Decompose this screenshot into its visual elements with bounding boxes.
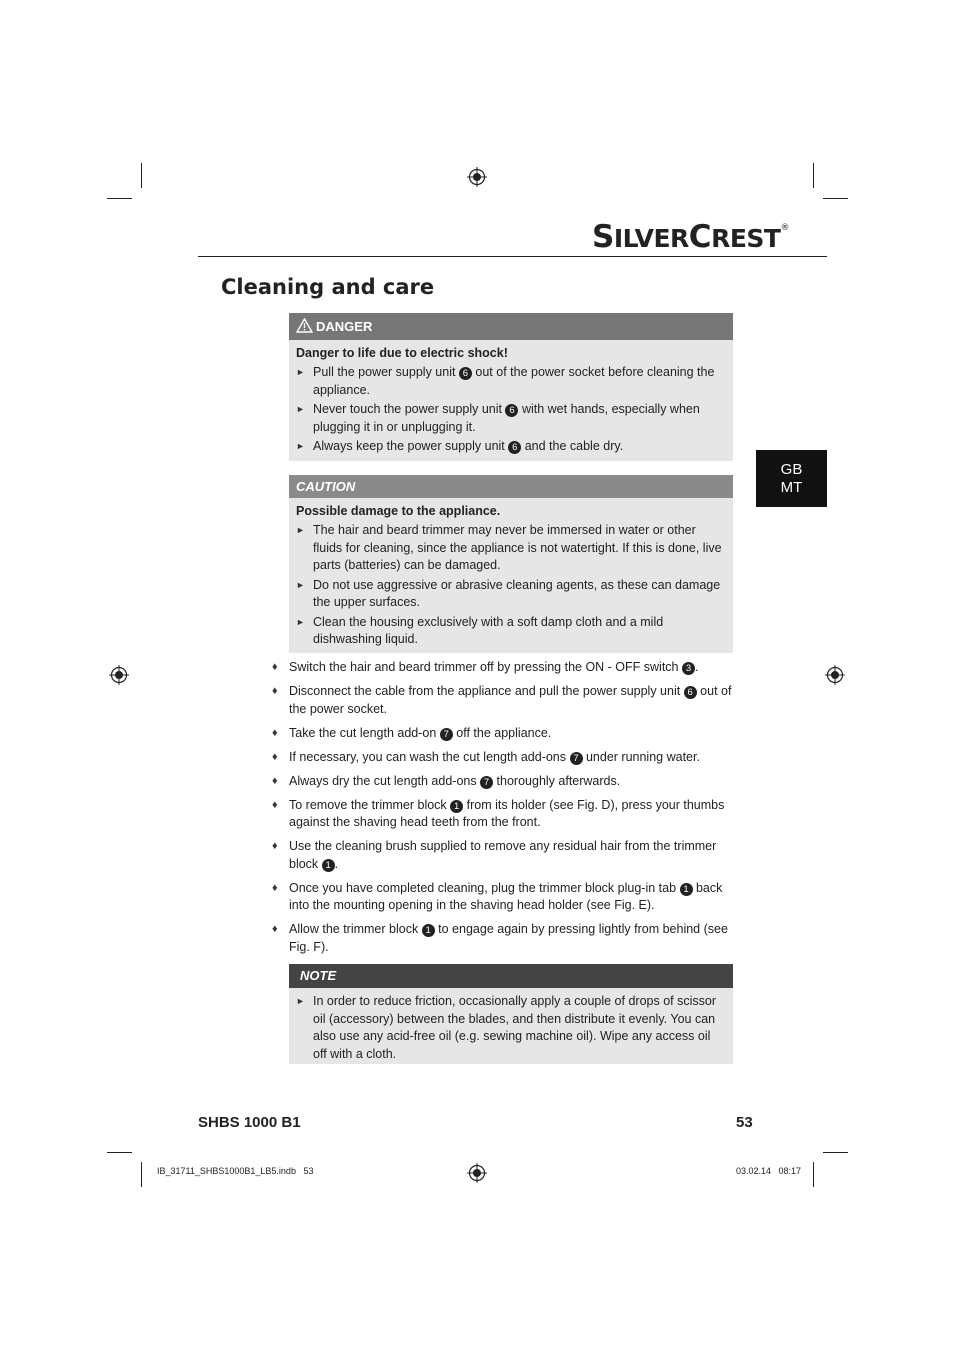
list-item: ► The hair and beard trimmer may never be immersed in water or other fluids for cleaning, since the appliance is not watertight. If this is done, live parts (batteries) can be damaged. <box>313 522 725 575</box>
list-item: ♦ If necessary, you can wash the cut length add-ons 7 under running water. <box>289 749 733 767</box>
list-item: ♦ To remove the trimmer block 1 from its holder (see Fig. D), press your thumbs against the shaving head teeth from the front. <box>289 797 733 832</box>
crop-mark <box>141 163 142 188</box>
list-item: ► Do not use aggressive or abrasive cleaning agents, as these can damage the upper surfaces. <box>313 577 725 612</box>
registration-mark-icon <box>467 1163 487 1183</box>
list-item: ♦ Disconnect the cable from the appliance and pull the power supply unit 6 out of the power socket. <box>289 683 733 718</box>
crop-mark <box>823 1152 848 1153</box>
list-item: ♦ Use the cleaning brush supplied to remove any residual hair from the trimmer block 1 . <box>289 838 733 873</box>
list-item: ♦ Take the cut length add-on 7 off the appliance. <box>289 725 733 743</box>
list-item: ► Always keep the power supply unit 6 and the cable dry. <box>313 438 725 456</box>
list-item: ♦ Once you have completed cleaning, plug the trimmer block plug-in tab 1 back into the mounting opening in the shaving head holder (see Fig. E). <box>289 880 733 915</box>
part-number: 1 <box>322 859 335 872</box>
crop-mark <box>107 198 132 199</box>
caution-box <box>289 475 733 653</box>
part-number: 1 <box>680 883 693 896</box>
registration-mark-icon <box>109 665 129 685</box>
note-list <box>289 988 733 1068</box>
list-item: ♦ Switch the hair and beard trimmer off by pressing the ON - OFF switch 3 . <box>289 659 733 677</box>
part-number: 1 <box>450 800 463 813</box>
part-number: 7 <box>480 776 493 789</box>
brand-letter: S <box>592 219 614 255</box>
part-number: 6 <box>459 367 472 380</box>
crop-mark <box>813 1162 814 1187</box>
part-number: 7 <box>570 752 583 765</box>
registration-mark-icon <box>467 167 487 187</box>
part-number: 7 <box>440 728 453 741</box>
caution-header: CAUTION <box>289 475 733 498</box>
danger-list <box>289 360 733 461</box>
page-number: 53 <box>736 1114 753 1131</box>
brand-logo <box>592 219 789 255</box>
language-code: MT <box>780 479 803 496</box>
part-number: 1 <box>422 924 435 937</box>
cleaning-steps <box>289 659 733 963</box>
danger-header <box>289 313 733 340</box>
part-number: 6 <box>505 404 518 417</box>
part-number: 6 <box>684 686 697 699</box>
language-tab <box>756 450 827 507</box>
warning-triangle-icon <box>296 318 313 333</box>
part-number: 3 <box>682 662 695 675</box>
crop-mark <box>141 1162 142 1187</box>
note-box <box>289 964 733 1064</box>
print-slug-file: IB_31711_SHBS1000B1_LB5.indb 53 <box>157 1166 314 1176</box>
brand-letters: REST <box>711 224 781 253</box>
caution-list <box>289 518 733 654</box>
danger-subtitle: Danger to life due to electric shock! <box>296 346 508 360</box>
crop-mark <box>823 198 848 199</box>
print-slug-date: 03.02.14 08:17 <box>736 1166 802 1176</box>
crop-mark <box>813 163 814 188</box>
footer-model: SHBS 1000 B1 <box>198 1114 301 1131</box>
danger-label: DANGER <box>316 319 373 334</box>
crop-mark <box>107 1152 132 1153</box>
list-item: ► Never touch the power supply unit 6 with wet hands, especially when plugging it in or unplugging it. <box>313 401 725 436</box>
brand-letter: C <box>688 219 712 255</box>
list-item: ♦ Always dry the cut length add-ons 7 thoroughly afterwards. <box>289 773 733 791</box>
header-rule <box>198 256 827 257</box>
list-item: ► In order to reduce friction, occasionally apply a couple of drops of scissor oil (accessory) between the blades, and then distribute it evenly. You can also use any acid-free oil (e.g. sewing machine oil). Wipe any access oil off with a cloth. <box>313 993 725 1063</box>
list-item: ► Pull the power supply unit 6 out of the power socket before cleaning the appliance. <box>313 364 725 399</box>
list-item: ♦ Allow the trimmer block 1 to engage again by pressing lightly from behind (see Fig. F). <box>289 921 733 956</box>
part-number: 6 <box>508 441 521 454</box>
page-title: Cleaning and care <box>221 275 435 299</box>
brand-letters: ILVER <box>613 224 689 253</box>
list-item: ► Clean the housing exclusively with a soft damp cloth and a mild dishwashing liquid. <box>313 614 725 649</box>
language-code: GB <box>780 461 803 478</box>
caution-subtitle: Possible damage to the appliance. <box>296 504 501 518</box>
registered-mark: ® <box>780 223 789 233</box>
registration-mark-icon <box>825 665 845 685</box>
danger-box <box>289 313 733 461</box>
note-header: NOTE <box>289 964 733 988</box>
